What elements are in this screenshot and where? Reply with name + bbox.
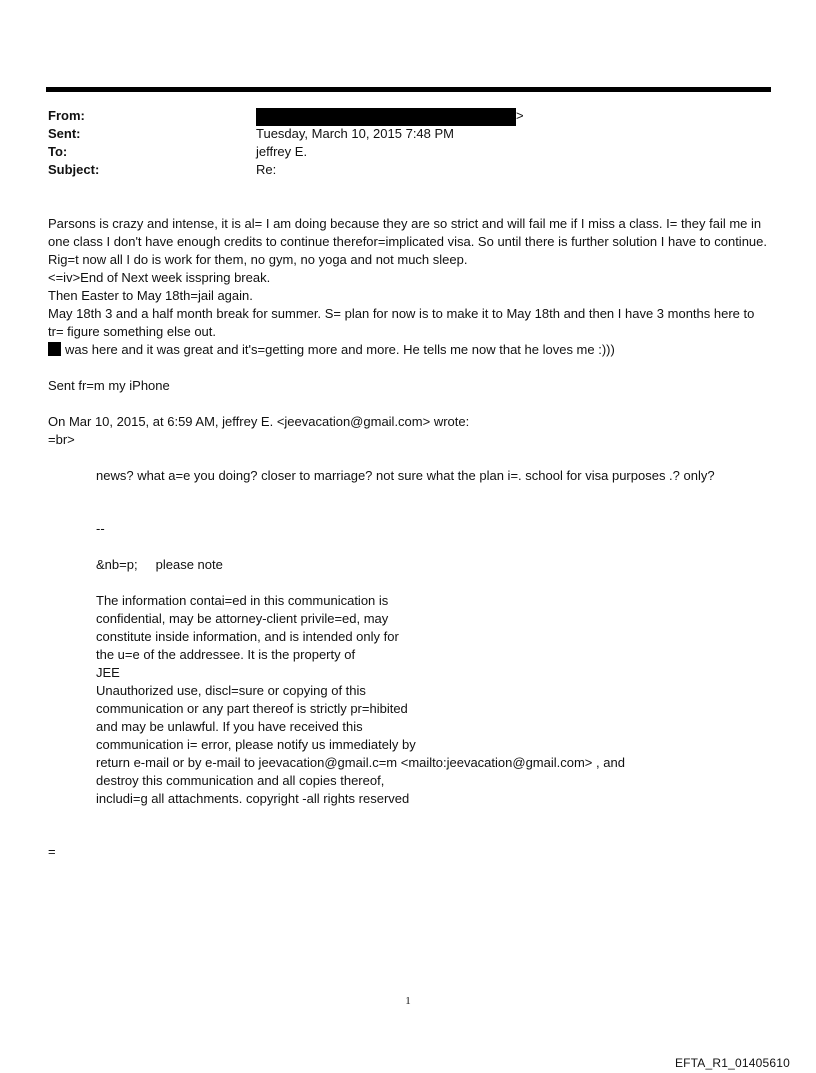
signature-dashes	[96, 520, 776, 538]
sent-label: Sent:	[48, 126, 81, 141]
redacted-name	[48, 342, 61, 356]
trailer	[48, 843, 773, 861]
document-id: EFTA_R1_01405610	[674, 1056, 790, 1070]
from-suffix: >	[516, 108, 524, 123]
disclaimer-line: destroy this communication and all copies thereof,	[96, 773, 385, 788]
note-line: &nb=p; please note	[96, 557, 223, 572]
dashes-line: --	[96, 521, 105, 536]
disclaimer-line: return e-mail or by e-mail to jeevacation@gmail.c=m <mailto:jeevacation@gmail.com> , and	[96, 755, 625, 770]
body-line-2: <=iv>End of Next week isspring break.	[48, 270, 271, 285]
on-wrote-line: On Mar 10, 2015, at 6:59 AM, jeffrey E. <jeevacation@gmail.com> wrote:	[48, 414, 470, 429]
body-paragraph-1: Parsons is crazy and intense, it is al= I am doing because they are so strict and will fail me if I miss a class. I= they fail me in one class I don't have enough credits to continue therefor=implicated visa. So until there is further solution I have to continue. Rig=t now all I do is work for them, no gym, no yoga and not much sleep.	[48, 216, 767, 267]
body-line-3: Then Easter to May 18th=jail again.	[48, 288, 253, 303]
redacted-sender	[256, 108, 516, 126]
disclaimer-line: and may be unlawful. If you have received this	[96, 719, 363, 734]
subject-label: Subject:	[48, 162, 100, 177]
disclaimer-line: communication or any part thereof is strictly pr=hibited	[96, 701, 408, 716]
disclaimer-line: includi=g all attachments. copyright -all rights reserved	[96, 791, 410, 806]
please-note	[96, 556, 776, 574]
trailer-line: =	[48, 844, 56, 859]
news-line: news? what a=e you doing? closer to marriage? not sure what the plan i=. school for visa purposes .? only?	[96, 468, 715, 483]
disclaimer-line: JEE	[96, 665, 120, 680]
disclaimer-line: constitute inside information, and is intended only for	[96, 629, 399, 644]
body-line-5	[48, 341, 773, 359]
disclaimer-line: confidential, may be attorney-client privile=ed, may	[96, 611, 389, 626]
to-value: jeffrey E.	[256, 144, 308, 159]
disclaimer-line: the u=e of the addressee. It is the property of	[96, 647, 356, 662]
from-value	[256, 107, 524, 126]
sent-from-line: Sent fr=m my iPhone	[48, 378, 170, 393]
sent-from	[48, 377, 773, 395]
body-line-5-text: was here and it was great and it's=getting more and more. He tells me now that he loves me :)))	[65, 342, 615, 357]
quoted-header	[48, 413, 773, 449]
subject-value: Re:	[256, 162, 277, 177]
page-number: 1	[405, 995, 411, 1007]
from-label: From:	[48, 108, 85, 123]
message-body	[48, 215, 773, 359]
sent-value: Tuesday, March 10, 2015 7:48 PM	[256, 126, 454, 141]
disclaimer-line: Unauthorized use, discl=sure or copying of this	[96, 683, 366, 698]
disclaimer	[96, 592, 776, 808]
br-line: =br>	[48, 432, 75, 447]
quoted-news	[96, 467, 776, 485]
to-label: To:	[48, 144, 68, 159]
disclaimer-line: communication i= error, please notify us immediately by	[96, 737, 416, 752]
header-rule	[46, 87, 771, 92]
body-line-4: May 18th 3 and a half month break for summer. S= plan for now is to make it to May 18th and then I have 3 months here to tr= figure something else out.	[48, 306, 755, 339]
disclaimer-line: The information contai=ed in this communication is	[96, 593, 389, 608]
